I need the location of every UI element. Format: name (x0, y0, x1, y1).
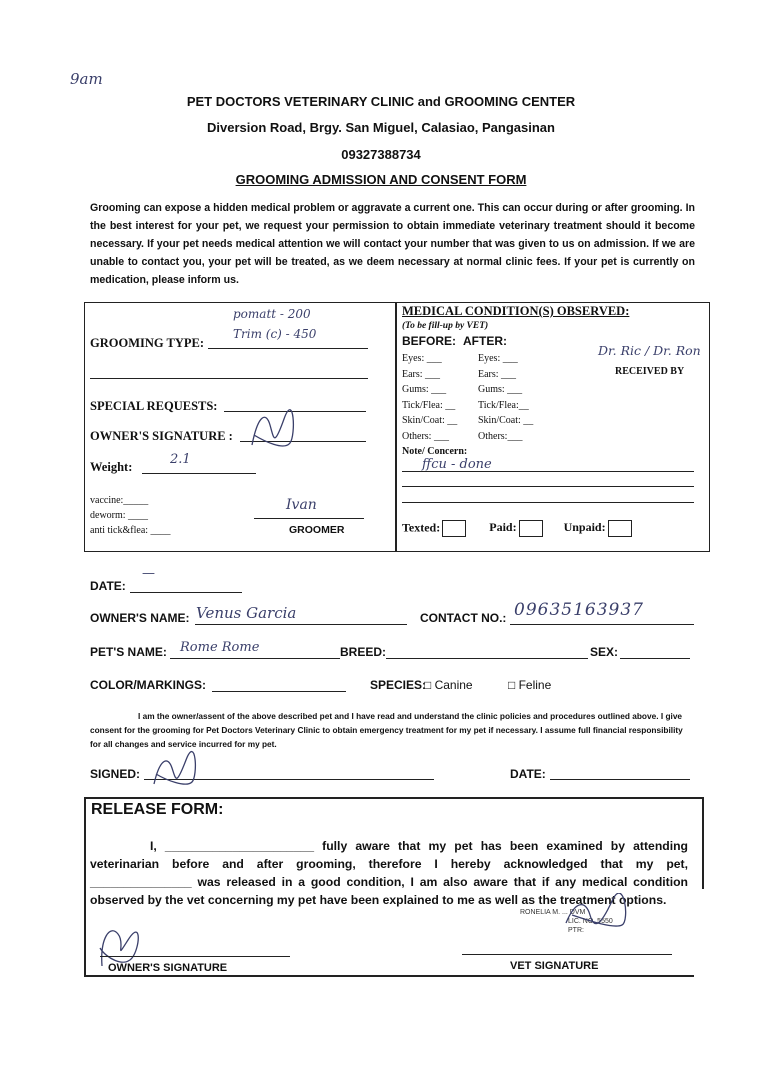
consent-text: I am the owner/assent of the above described pet and I have read and understand the clinic policies and procedures outlined above. I give consent for the grooming for Pet Doctors Veterinary Clinic to obtain emergency treatment for my pet if necessary. I assume full financial responsibility for all changes and service incurred for my pet. (90, 711, 683, 749)
after-gums[interactable]: Gums: ___ (478, 384, 523, 396)
medical-row (402, 351, 533, 367)
color-field[interactable] (212, 691, 346, 692)
owner-signature-scribble (244, 405, 302, 453)
medical-row (402, 382, 533, 398)
weight-label: Weight: (90, 460, 133, 474)
groomer-sig-line (254, 518, 364, 519)
medical-row (402, 367, 533, 383)
intro-paragraph: Grooming can expose a hidden medical problem or aggravate a current one. This can occur during or after grooming. In the best interest for your pet, we request your permission to obtain immediate veterinary treatment should it become necessary. If your pet needs medical attention we will contact your number that was given to us on admission. If we are unable to contact you, your pet will be treated, as we deem necessary at normal clinic fees. If your pet is currently on medication, please inform us. (90, 202, 695, 286)
stamp-line-1: RONELIA M. ... DVM (520, 909, 586, 916)
date-label: DATE: (90, 579, 126, 593)
time-note: 9am (70, 70, 103, 88)
grooming-type-field[interactable] (208, 348, 368, 349)
status-row (402, 520, 632, 537)
owner-release-sig-line (100, 956, 290, 957)
date-field[interactable] (130, 592, 242, 593)
box-divider (395, 302, 397, 551)
grooming-type-line2: Trim (c) - 450 (233, 327, 317, 341)
after-others[interactable]: Others:___ (478, 430, 523, 442)
pet-name-label: PET'S NAME: (90, 645, 167, 659)
release-box-bottom (84, 975, 694, 977)
medical-rows (402, 351, 533, 445)
note-line-1[interactable] (402, 471, 694, 472)
form-title: GROOMING ADMISSION AND CONSENT FORM (235, 172, 527, 187)
note-line-3[interactable] (402, 502, 694, 503)
release-box-left (84, 797, 86, 976)
special-requests-label: SPECIAL REQUESTS: (90, 399, 218, 413)
before-eyes[interactable]: Eyes: ___ (402, 353, 442, 364)
note-value: ffcu - done (422, 457, 492, 472)
before-ears[interactable]: Ears: ___ (402, 368, 441, 380)
after-ears[interactable]: Ears: ___ (478, 368, 517, 380)
owner-name-value: Venus Garcia (196, 604, 297, 622)
contact-label: CONTACT NO.: (420, 611, 507, 625)
weight-value: 2.1 (170, 452, 191, 467)
canine-option[interactable]: □ Canine (424, 678, 473, 692)
vaccine-label: vaccine:_____ (90, 495, 149, 506)
species-label: SPECIES: (370, 678, 427, 692)
stamp-line-2: LIC. NO. 5550 (568, 918, 613, 925)
release-box-right (702, 797, 704, 889)
clinic-name: PET DOCTORS VETERINARY CLINIC and GROOMING CENTER (186, 94, 576, 109)
before-gums[interactable]: Gums: ___ (402, 384, 447, 396)
before-label: BEFORE: (402, 334, 456, 348)
groomer-label: GROOMER (289, 524, 345, 536)
vet-sig-line (462, 954, 672, 955)
note-label: Note/ Concern: (402, 446, 468, 457)
pet-name-value: Rome Rome (180, 640, 260, 655)
before-tickflea[interactable]: Tick/Flea: __ (402, 399, 456, 411)
contact-field[interactable] (510, 624, 694, 625)
paid-checkbox[interactable] (519, 520, 543, 537)
release-box-top (84, 797, 704, 799)
note-line-2[interactable] (402, 486, 694, 487)
owner-name-label: OWNER'S NAME: (90, 611, 190, 625)
release-text: I, ______________________ fully aware that my pet has been examined by attending veterinarian before and after grooming, therefore I hereby acknowledged that my pet, _______________ was released in a good condition, I am also aware that if any medical condition observed by the vet concerning my pet have been explained to me as well as the treatment options. (90, 839, 688, 907)
clinic-phone: 09327388734 (341, 147, 421, 162)
medical-row (402, 429, 533, 445)
received-by-names: Dr. Ric / Dr. Ron (598, 343, 701, 358)
sex-label: SEX: (590, 645, 619, 659)
vet-sig-label: VET SIGNATURE (510, 960, 599, 972)
antitick-label: anti tick&flea: ____ (90, 525, 171, 536)
owner-name-field[interactable] (195, 624, 407, 625)
medical-row (402, 398, 533, 414)
breed-field[interactable] (386, 658, 588, 659)
consent-date-label: DATE: (510, 767, 546, 781)
vet-signature-scribble (560, 893, 640, 933)
stamp-line-3: PTR: (568, 927, 584, 934)
received-by-label: RECEIVED BY (615, 366, 685, 377)
signed-label: SIGNED: (90, 767, 141, 781)
contact-value: 09635163937 (514, 600, 644, 620)
clinic-address: Diversion Road, Brgy. San Miguel, Calasiao, Pangasinan (207, 120, 555, 135)
paid-label: Paid: (489, 520, 517, 535)
after-skincoat[interactable]: Skin/Coat: __ (478, 415, 534, 427)
sex-field[interactable] (620, 658, 690, 659)
before-skincoat[interactable]: Skin/Coat: __ (402, 415, 458, 427)
owner-release-sig-label: OWNER'S SIGNATURE (108, 962, 228, 974)
medical-row (402, 413, 533, 429)
after-tickflea[interactable]: Tick/Flea:__ (478, 399, 529, 411)
breed-label: BREED: (340, 645, 387, 659)
medical-title: MEDICAL CONDITION(S) OBSERVED: (402, 304, 630, 318)
unpaid-checkbox[interactable] (608, 520, 632, 537)
color-label: COLOR/MARKINGS: (90, 678, 206, 692)
signed-scribble (148, 750, 208, 790)
owner-signature-label: OWNER'S SIGNATURE : (90, 429, 233, 443)
release-title: RELEASE FORM: (91, 801, 224, 818)
after-label: AFTER: (463, 334, 507, 348)
grooming-type-extra-line[interactable] (90, 378, 368, 379)
weight-field[interactable] (142, 473, 256, 474)
texted-label: Texted: (402, 520, 441, 535)
date-value: — (142, 566, 155, 581)
medical-subtitle: (To be fill-up by VET) (402, 321, 489, 331)
feline-option[interactable]: □ Feline (508, 678, 552, 692)
unpaid-label: Unpaid: (563, 520, 606, 535)
grooming-type-label: GROOMING TYPE: (90, 336, 205, 350)
texted-checkbox[interactable] (442, 520, 466, 537)
deworm-label: deworm: ____ (90, 510, 149, 521)
consent-date-field[interactable] (550, 779, 690, 780)
pet-name-field[interactable] (170, 658, 340, 659)
after-eyes[interactable]: Eyes: ___ (478, 353, 518, 364)
grooming-type-line1: pomatt - 200 (233, 307, 311, 321)
before-others[interactable]: Others: ___ (402, 430, 449, 442)
groomer-name: Ivan (286, 497, 317, 513)
